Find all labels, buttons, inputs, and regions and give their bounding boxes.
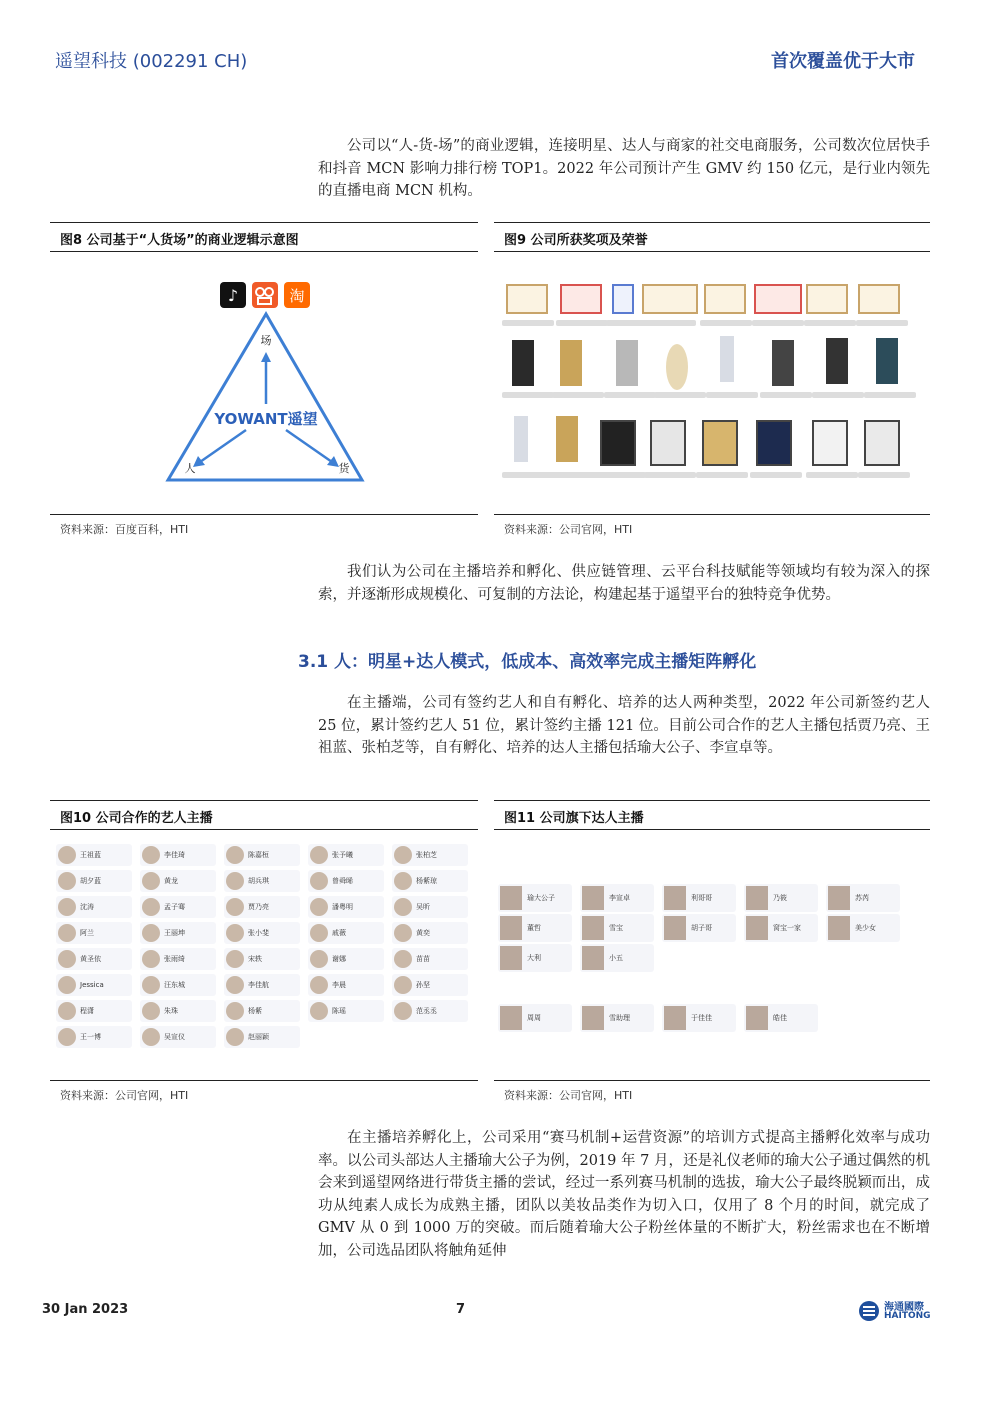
svg-text:货: 货 xyxy=(338,462,350,475)
influencer-card xyxy=(662,914,736,942)
artist-card xyxy=(308,896,384,918)
influencer-name: 于佳佳 xyxy=(691,1014,712,1022)
avatar xyxy=(394,950,412,968)
influencer-card xyxy=(498,884,572,912)
influencer-name: 周周 xyxy=(527,1014,541,1022)
artist-name: 黄圣依 xyxy=(80,955,101,963)
certificate xyxy=(704,284,746,314)
avatar xyxy=(394,872,412,890)
artist-card xyxy=(308,1000,384,1022)
artist-name: 谢娜 xyxy=(332,955,346,963)
influencer-name: 董哲 xyxy=(527,924,541,932)
artist-name: 沈涛 xyxy=(80,903,94,911)
figure-9-title: 图9 公司所获奖项及荣誉 xyxy=(494,222,930,252)
artist-card xyxy=(308,844,384,866)
avatar xyxy=(500,886,522,910)
avatar xyxy=(142,846,160,864)
certificate xyxy=(754,284,802,314)
artist-card xyxy=(140,870,216,892)
plaque xyxy=(702,420,738,466)
avatar xyxy=(58,898,76,916)
paragraph-intro xyxy=(318,135,930,203)
artist-name: 戚薇 xyxy=(332,929,346,937)
artist-name: 胡夕蓝 xyxy=(80,877,101,885)
artist-name: 胡兵琪 xyxy=(248,877,269,885)
artist-card xyxy=(56,896,132,918)
artist-name: 吴宣仪 xyxy=(164,1033,185,1041)
artist-card xyxy=(224,896,300,918)
certificate xyxy=(642,284,698,314)
haitong-logo-icon xyxy=(858,1300,880,1322)
avatar xyxy=(582,886,604,910)
avatar xyxy=(142,1002,160,1020)
influencer-card xyxy=(662,1004,736,1032)
avatar xyxy=(58,924,76,942)
paragraph-advantage-text: 我们认为公司在主播培养和孵化、供应链管理、云平台科技赋能等领域均有较为深入的探索，并逐渐形成规模化、可复制的方法论，构建起基于遥望平台的独特竞争优势。 xyxy=(318,564,930,603)
logo-cn: 海通國際 xyxy=(884,1302,924,1313)
avatar xyxy=(664,886,686,910)
artist-card xyxy=(308,870,384,892)
svg-text:淘: 淘 xyxy=(289,287,305,305)
avatar xyxy=(58,1028,76,1046)
influencer-card xyxy=(826,884,900,912)
artist-name: 王一博 xyxy=(80,1033,101,1041)
avatar xyxy=(58,976,76,994)
artist-name: 李晨 xyxy=(332,981,346,989)
influencer-name: 李宣卓 xyxy=(609,894,630,902)
avatar xyxy=(310,924,328,942)
artist-card xyxy=(224,844,300,866)
paragraph-intro-text: 公司以“人-货-场”的商业逻辑，连接明星、达人与商家的社交电商服务，公司数次位居快手和抖音 MCN 影响力排行榜 TOP1。2022 年公司预计产生 GMV 约 150 亿元，是行业内领先的直播电商 MCN 机构。 xyxy=(318,138,930,199)
artist-card xyxy=(140,948,216,970)
avatar xyxy=(310,872,328,890)
paragraph-anchors xyxy=(318,692,930,760)
avatar xyxy=(582,1006,604,1030)
artist-name: 吴昕 xyxy=(416,903,430,911)
avatar xyxy=(310,1002,328,1020)
artist-name: 杨紫 xyxy=(248,1007,262,1015)
avatar xyxy=(226,898,244,916)
artist-name: 张小斐 xyxy=(248,929,269,937)
artist-card xyxy=(140,1026,216,1048)
influencer-card xyxy=(498,944,572,972)
trophy xyxy=(514,416,528,462)
avatar xyxy=(664,1006,686,1030)
avatar xyxy=(226,976,244,994)
plaque xyxy=(650,420,686,466)
figure-9-awards xyxy=(494,252,930,512)
influencer-name: 美少女 xyxy=(855,924,876,932)
artist-card xyxy=(392,896,468,918)
avatar xyxy=(142,898,160,916)
avatar xyxy=(226,924,244,942)
influencer-name: 雪助理 xyxy=(609,1014,630,1022)
trophy xyxy=(772,340,794,386)
avatar xyxy=(500,916,522,940)
artist-name: 陈嘉桓 xyxy=(248,851,269,859)
influencer-name: 大利 xyxy=(527,954,541,962)
artist-card xyxy=(308,948,384,970)
avatar xyxy=(226,1028,244,1046)
avatar xyxy=(500,1006,522,1030)
svg-text:人: 人 xyxy=(184,462,196,475)
artist-name: 李佳琦 xyxy=(164,851,185,859)
artist-name: 张予曦 xyxy=(332,851,353,859)
artist-card xyxy=(224,1000,300,1022)
artist-card xyxy=(56,1000,132,1022)
avatar xyxy=(226,1002,244,1020)
artist-card xyxy=(224,870,300,892)
avatar xyxy=(394,924,412,942)
artist-name: Jessica xyxy=(80,981,104,989)
svg-text:♪: ♪ xyxy=(227,286,239,305)
artist-name: 宋轶 xyxy=(248,955,262,963)
avatar xyxy=(226,846,244,864)
haitong-logo xyxy=(858,1298,936,1324)
artist-name: 曾舜晞 xyxy=(332,877,353,885)
artist-card xyxy=(56,974,132,996)
artist-card xyxy=(392,948,468,970)
avatar xyxy=(746,1006,768,1030)
artist-name: 孟子骞 xyxy=(164,903,185,911)
artist-name: 王丽坤 xyxy=(164,929,185,937)
artist-card xyxy=(56,844,132,866)
artist-card xyxy=(392,844,468,866)
artist-card xyxy=(224,922,300,944)
artist-card xyxy=(392,922,468,944)
influencer-card xyxy=(498,914,572,942)
trophy xyxy=(512,340,534,386)
plaque xyxy=(812,420,848,466)
artist-name: 杨紫琼 xyxy=(416,877,437,885)
artist-card xyxy=(56,1026,132,1048)
artist-name: 汪东城 xyxy=(164,981,185,989)
avatar xyxy=(582,916,604,940)
artist-name: 王祖蓝 xyxy=(80,851,101,859)
paragraph-incubation xyxy=(318,1127,930,1262)
influencer-card xyxy=(498,1004,572,1032)
kuaishou-icon xyxy=(252,282,278,308)
avatar xyxy=(310,898,328,916)
influencer-card xyxy=(744,914,818,942)
avatar xyxy=(58,846,76,864)
avatar xyxy=(58,1002,76,1020)
artist-card xyxy=(140,974,216,996)
avatar xyxy=(500,946,522,970)
artist-card xyxy=(392,870,468,892)
artist-name: 范丞丞 xyxy=(416,1007,437,1015)
figure-8-title: 图8 公司基于“人货场”的商业逻辑示意图 xyxy=(50,222,478,252)
artist-name: 潘粤明 xyxy=(332,903,353,911)
figure-10-title: 图10 公司合作的艺人主播 xyxy=(50,800,478,830)
certificate xyxy=(560,284,602,314)
artist-name: 黄龙 xyxy=(164,877,178,885)
influencer-card xyxy=(580,914,654,942)
avatar xyxy=(310,846,328,864)
artist-card xyxy=(140,922,216,944)
logo-en: HAITONG xyxy=(884,1311,931,1321)
avatar xyxy=(58,872,76,890)
influencer-name: 苏芮 xyxy=(855,894,869,902)
influencer-card xyxy=(744,884,818,912)
certificate xyxy=(612,284,634,314)
artist-card xyxy=(56,922,132,944)
artist-name: 苗苗 xyxy=(416,955,430,963)
avatar xyxy=(394,1002,412,1020)
paragraph-advantage xyxy=(318,561,930,606)
influencer-name: 雪宝 xyxy=(609,924,623,932)
avatar xyxy=(828,916,850,940)
avatar xyxy=(746,886,768,910)
avatar xyxy=(310,976,328,994)
influencer-card xyxy=(580,884,654,912)
figure-11-title: 图11 公司旗下达人主播 xyxy=(494,800,930,830)
avatar xyxy=(58,950,76,968)
paragraph-incubation-text: 在主播培养孵化上，公司采用“赛马机制+运营资源”的培训方式提高主播孵化效率与成功率。以公司头部达人主播瑜大公子为例，2019 年 7 月，还是礼仪老师的瑜大公子通过偶然的机会来到遥望网络进行带货主播的尝试，经过一系列赛马机制的选拔，瑜大公子最终脱颖而出，成功从纯素人成长为成熟主播，团队以美妆品类作为切入口，仅用了 8 个月的时间，就完成了 GMV 从 0 到 1000 万的突破。而后随着瑜大公子粉丝体量的不断扩大，粉丝需求也在不断增加，公司选品团队将触角延伸 xyxy=(318,1130,930,1259)
artist-card xyxy=(56,948,132,970)
artist-card xyxy=(140,896,216,918)
svg-text:场: 场 xyxy=(260,334,272,347)
artist-name: 孙坚 xyxy=(416,981,430,989)
avatar xyxy=(746,916,768,940)
plaque xyxy=(756,420,792,466)
trophy xyxy=(826,338,848,384)
artist-name: 贾乃亮 xyxy=(248,903,269,911)
avatar xyxy=(828,886,850,910)
avatar xyxy=(226,950,244,968)
figure-11-influencers xyxy=(494,880,930,1030)
artist-name: 朱珠 xyxy=(164,1007,178,1015)
avatar xyxy=(142,872,160,890)
artist-card xyxy=(224,948,300,970)
douyin-icon xyxy=(220,282,246,308)
influencer-name: 皓佳 xyxy=(773,1014,787,1022)
artist-name: 张雨绮 xyxy=(164,955,185,963)
section-heading: 3.1 人：明星+达人模式，低成本、高效率完成主播矩阵孵化 xyxy=(298,652,757,672)
avatar xyxy=(142,950,160,968)
artist-name: 程潇 xyxy=(80,1007,94,1015)
trophy xyxy=(560,340,582,386)
figure-8-source: 资料来源：百度百科，HTI xyxy=(50,514,478,543)
artist-card xyxy=(224,974,300,996)
artist-card xyxy=(224,1026,300,1048)
artist-card xyxy=(308,974,384,996)
plaque xyxy=(600,420,636,466)
influencer-name: 瑜大公子 xyxy=(527,894,555,902)
artist-name: 李佳航 xyxy=(248,981,269,989)
taobao-icon xyxy=(284,282,310,308)
avatar xyxy=(142,976,160,994)
avatar xyxy=(310,950,328,968)
artist-name: 阿兰 xyxy=(80,929,94,937)
influencer-card xyxy=(580,1004,654,1032)
header-rating: 首次覆盖优于大市 xyxy=(771,51,915,72)
trophy xyxy=(720,336,734,382)
influencer-name: 乃筱 xyxy=(773,894,787,902)
influencer-name: 利哥哥 xyxy=(691,894,712,902)
figure-10-artists xyxy=(50,840,478,1065)
influencer-card xyxy=(744,1004,818,1032)
artist-card xyxy=(140,844,216,866)
artist-card xyxy=(56,870,132,892)
artist-name: 张柏芝 xyxy=(416,851,437,859)
artist-name: 黄奕 xyxy=(416,929,430,937)
avatar xyxy=(582,946,604,970)
influencer-card xyxy=(826,914,900,942)
influencer-name: 胡子哥 xyxy=(691,924,712,932)
avatar xyxy=(142,924,160,942)
trophy xyxy=(666,344,688,390)
artist-card xyxy=(308,922,384,944)
page-number: 7 xyxy=(456,1302,466,1317)
avatar xyxy=(664,916,686,940)
influencer-card xyxy=(662,884,736,912)
avatar xyxy=(394,846,412,864)
artist-name: 陈瑶 xyxy=(332,1007,346,1015)
plaque xyxy=(864,420,900,466)
artist-card xyxy=(392,1000,468,1022)
figure-10-source: 资料来源：公司官网，HTI xyxy=(50,1080,478,1109)
influencer-name: 小五 xyxy=(609,954,623,962)
header-company: 遥望科技 (002291 CH) xyxy=(55,51,248,72)
influencer-card xyxy=(580,944,654,972)
artist-card xyxy=(140,1000,216,1022)
artist-card xyxy=(392,974,468,996)
avatar xyxy=(142,1028,160,1046)
artist-name: 赵丽颖 xyxy=(248,1033,269,1041)
trophy xyxy=(556,416,578,462)
figure-11-source: 资料来源：公司官网，HTI xyxy=(494,1080,930,1109)
trophy xyxy=(616,340,638,386)
avatar xyxy=(226,872,244,890)
figure-8-diagram xyxy=(50,252,478,512)
avatar xyxy=(394,898,412,916)
influencer-name: 窝宝一家 xyxy=(773,924,801,932)
trophy xyxy=(876,338,898,384)
certificate xyxy=(858,284,900,314)
paragraph-anchors-text: 在主播端，公司有签约艺人和自有孵化、培养的达人两种类型，2022 年公司新签约艺人 25 位，累计签约艺人 51 位，累计签约主播 121 位。目前公司合作的艺人主播包括贾乃亮、王祖蓝、张柏芝等，自有孵化、培养的达人主播包括瑜大公子、李宣卓等。 xyxy=(318,695,930,756)
certificate xyxy=(506,284,548,314)
svg-text:YOWANT遥望: YOWANT遥望 xyxy=(214,410,318,428)
figure-9-source: 资料来源：公司官网，HTI xyxy=(494,514,930,543)
footer-date: 30 Jan 2023 xyxy=(42,1302,129,1317)
certificate xyxy=(806,284,848,314)
avatar xyxy=(394,976,412,994)
